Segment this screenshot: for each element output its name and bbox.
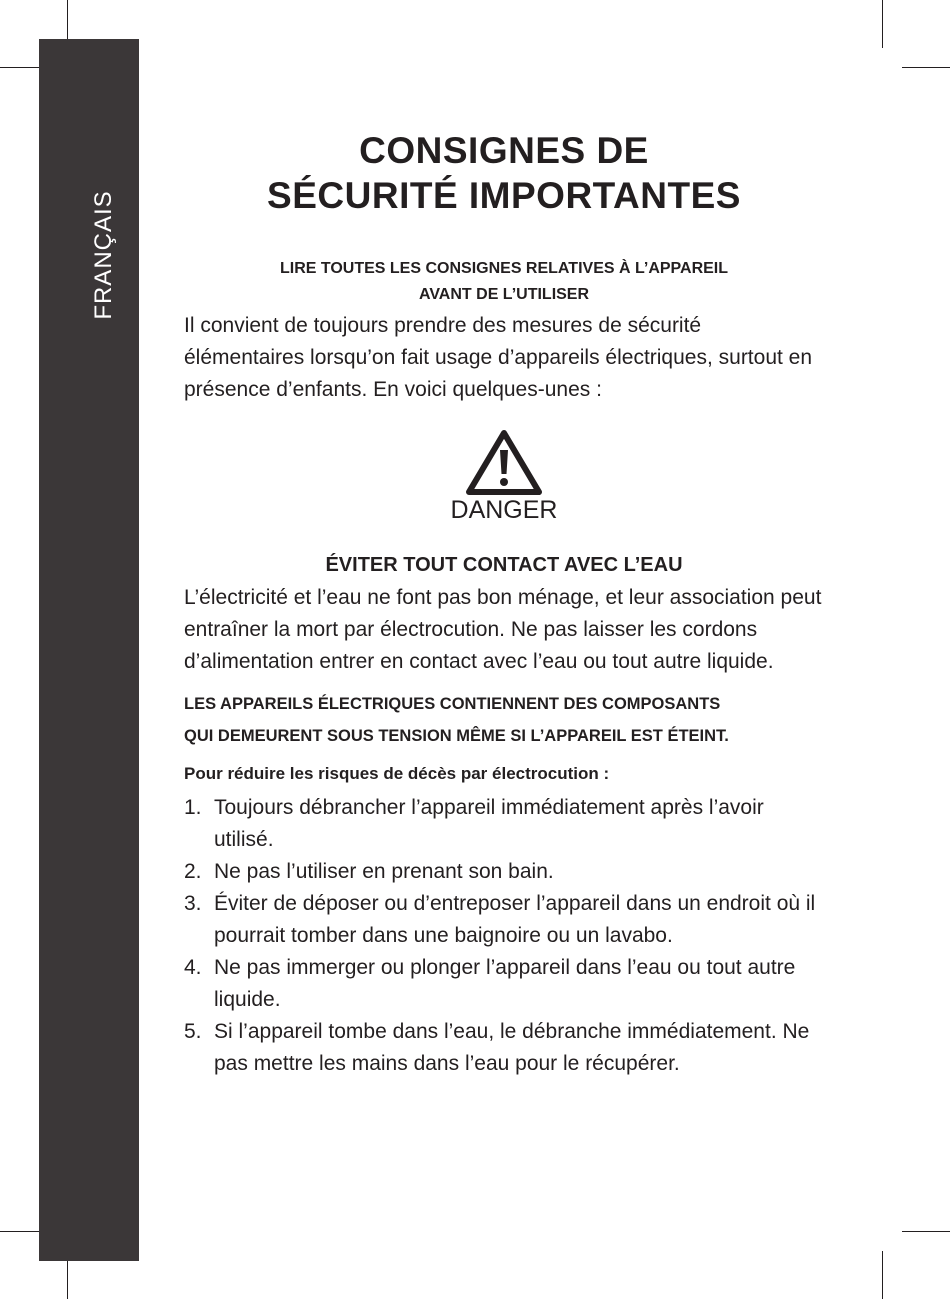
warning-line-1: LES APPAREILS ÉLECTRIQUES CONTIENNENT DES COMPOSANTS — [184, 695, 721, 713]
crop-mark — [882, 0, 883, 48]
safety-content — [184, 120, 824, 1080]
read-instructions-subtitle — [184, 256, 824, 308]
list-item-number: 5. — [184, 1020, 202, 1043]
title-line-2: SÉCURITÉ IMPORTANTES — [267, 175, 741, 216]
list-item-text: Ne pas l’utiliser en prenant son bain. — [214, 860, 554, 883]
list-item-text: Toujours débrancher l’appareil immédiatement après l’avoir utilisé. — [214, 796, 764, 851]
intro-paragraph: Il convient de toujours prendre des mesures de sécurité élémentaires lorsqu’on fait usage d’appareils électriques, surtout en présence d’enfants. En voici quelques-unes : — [184, 314, 813, 401]
list-item — [184, 792, 824, 856]
list-item — [184, 952, 824, 1016]
list-item — [184, 888, 824, 952]
water-section-text: L’électricité et l’eau ne font pas bon ménage, et leur association peut entraîner la mort par électrocution. Ne pas laisser les cordons d’alimentation entrer en contact avec l’eau ou tout autre liquide. — [184, 586, 822, 673]
crop-mark — [902, 67, 950, 68]
sidebar-language-label: FRANÇAIS — [90, 190, 117, 320]
crop-mark — [882, 1251, 883, 1299]
list-item-number: 2. — [184, 860, 202, 883]
water-section-heading: ÉVITER TOUT CONTACT AVEC L’EAU — [325, 554, 683, 576]
list-item-text: Ne pas immerger ou plonger l’appareil dans l’eau ou tout autre liquide. — [214, 956, 796, 1011]
list-intro: Pour réduire les risques de décès par électrocution : — [184, 764, 610, 783]
subtitle-line-2: AVANT DE L’UTILISER — [418, 286, 590, 303]
warning-line-2: QUI DEMEURENT SOUS TENSION MÊME SI L’APPAREIL EST ÉTEINT. — [184, 727, 729, 745]
list-item-text: Éviter de déposer ou d’entreposer l’appareil dans un endroit où il pourrait tomber dans une baignoire ou un lavabo. — [214, 892, 816, 947]
list-item-number: 4. — [184, 956, 202, 979]
language-sidebar — [39, 39, 139, 1261]
crop-mark — [902, 1231, 950, 1232]
list-item — [184, 856, 824, 888]
live-components-warning — [184, 688, 824, 752]
list-item — [184, 1016, 824, 1080]
page-title — [184, 128, 824, 218]
warning-triangle-icon — [465, 428, 543, 496]
list-item-text: Si l’appareil tombe dans l’eau, le débranche immédiatement. Ne pas mettre les mains dans l’eau pour le récupérer. — [214, 1020, 810, 1075]
safety-steps-list — [184, 792, 824, 1080]
list-item-number: 3. — [184, 892, 202, 915]
danger-block — [184, 428, 824, 524]
subtitle-line-1: LIRE TOUTES LES CONSIGNES RELATIVES À L’APPAREIL — [279, 260, 729, 277]
title-line-1: CONSIGNES DE — [359, 130, 649, 171]
list-item-number: 1. — [184, 796, 202, 819]
danger-label: DANGER — [450, 496, 558, 524]
